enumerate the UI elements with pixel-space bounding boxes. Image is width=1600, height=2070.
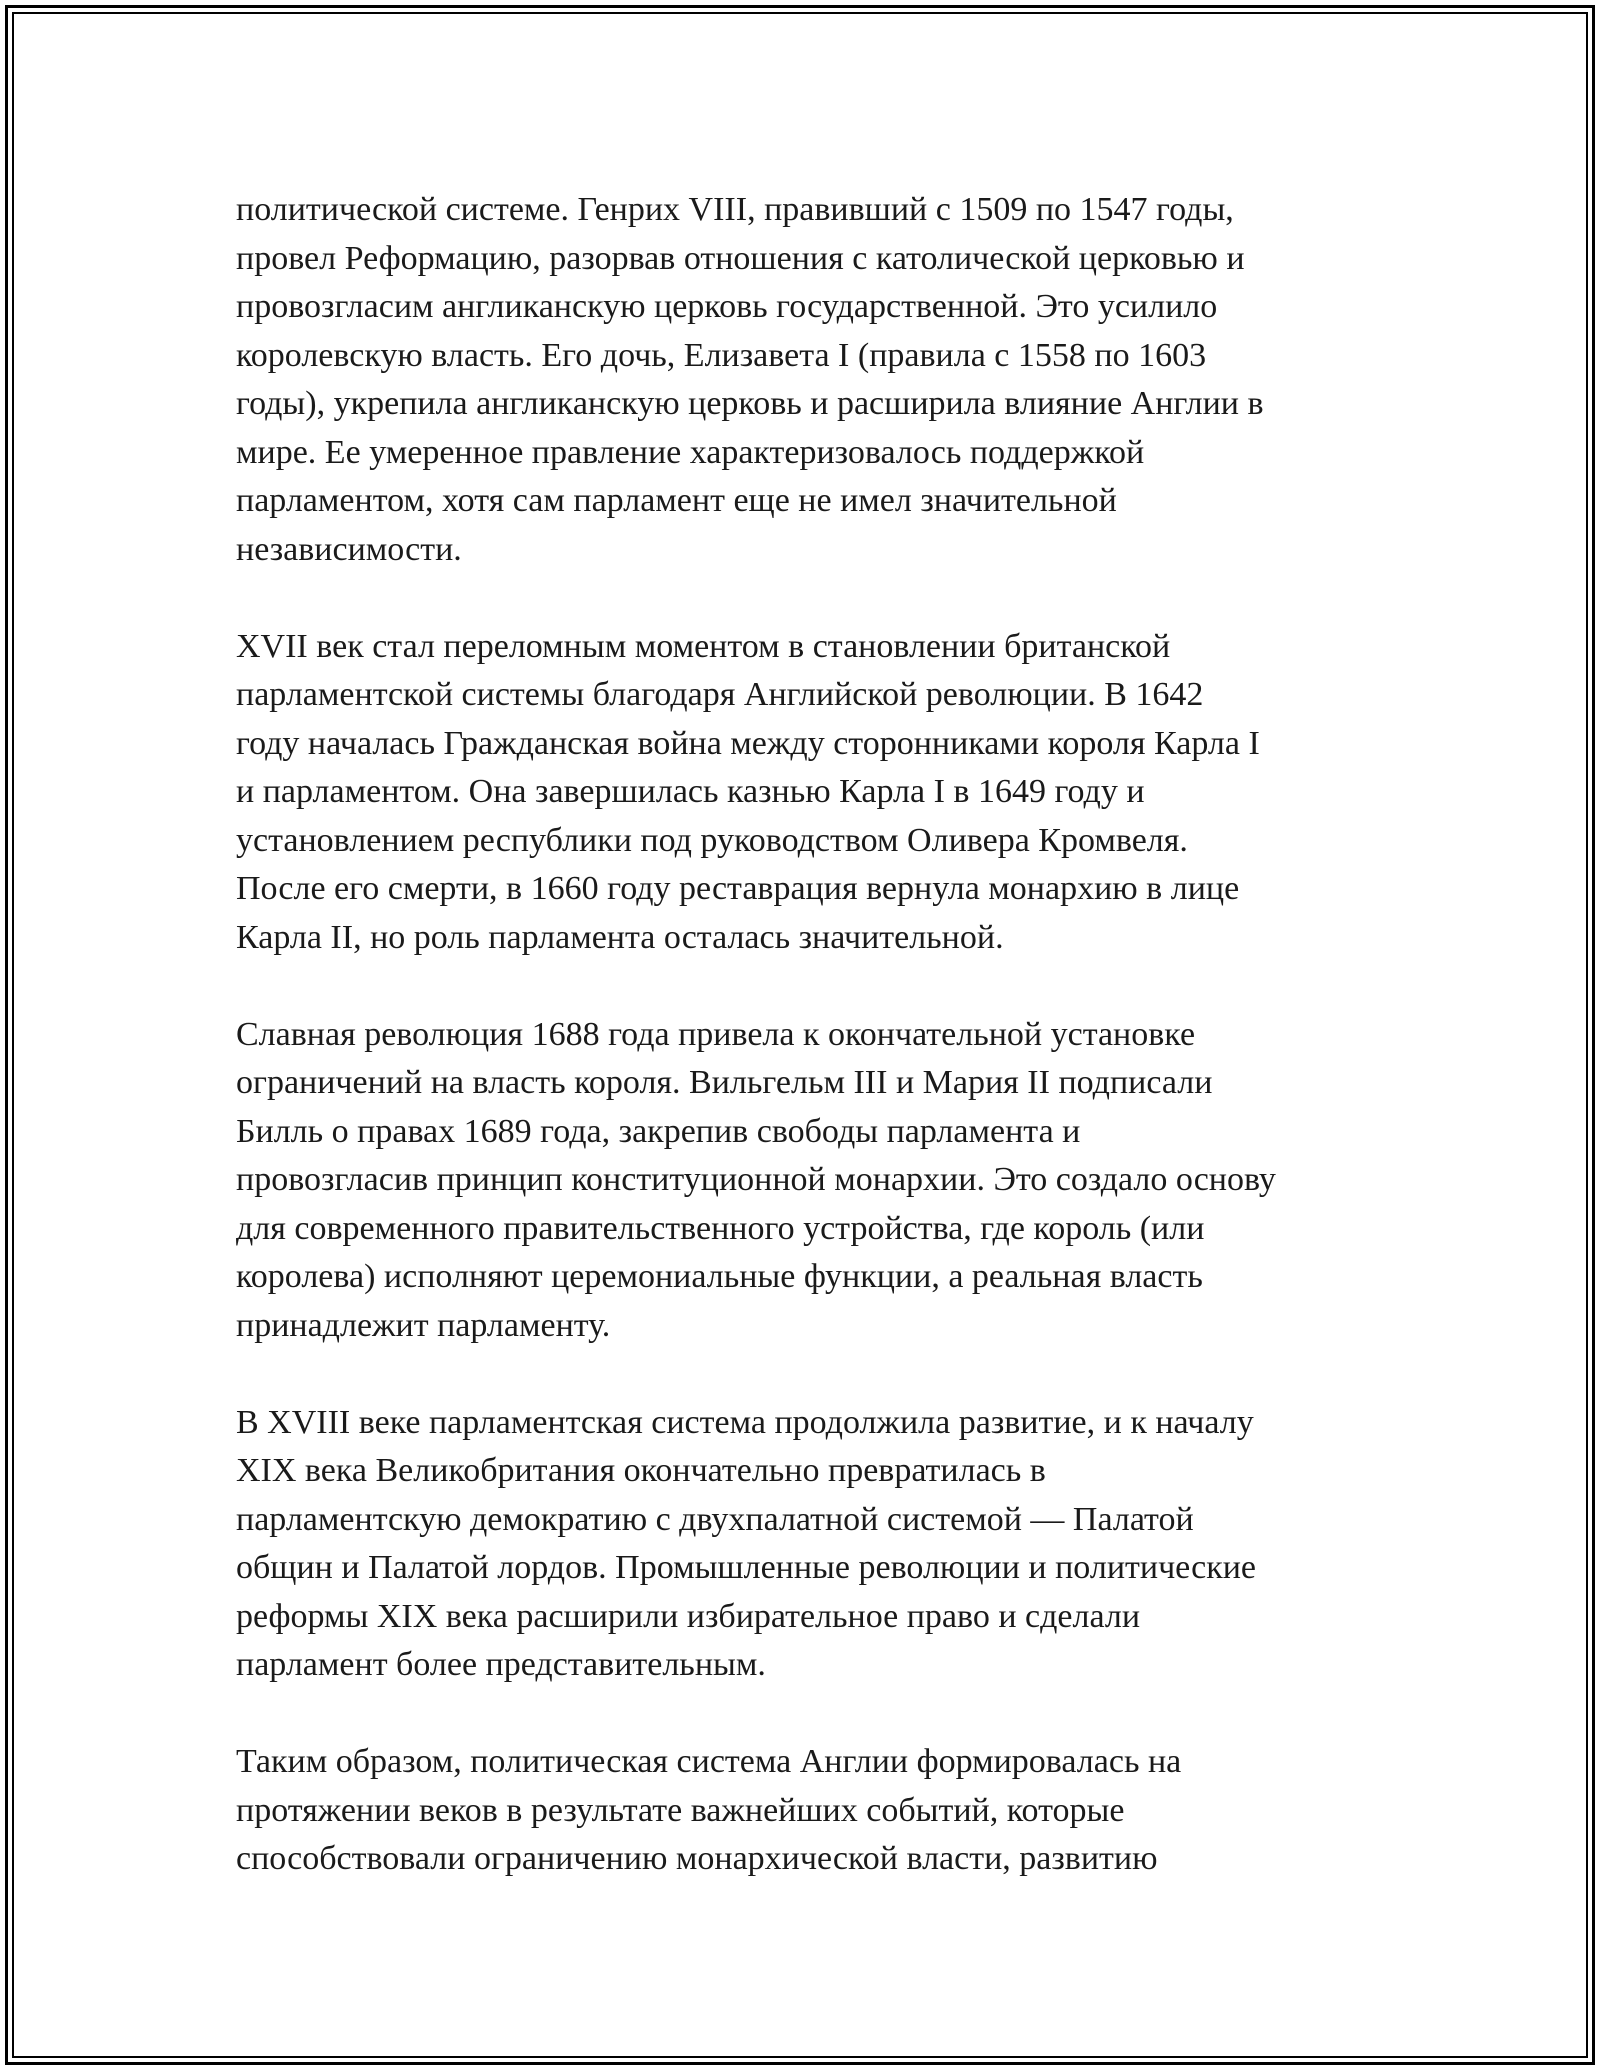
paragraph-conclusion: Таким образом, политическая система Англии формировалась на протяжении веков в результате важнейших событий, которые способствовали ограничению монархической власти, развитию (236, 1743, 1182, 1877)
paragraph-henry-elizabeth: политической системе. Генрих VIII, правивший с 1509 по 1547 годы, провел Реформацию, разорвав отношения с католической церковью и провозгласим англиканскую церковь государственной. Это усилило королевскую власть. Его дочь, Елизавета I (правила с 1558 по 1603 годы), укрепила англиканскую церковь и расширила влияние Англии в мире. Ее умеренное правление характеризовалось поддержкой парламентом, хотя сам парламент еще не имел значительной независимости. (236, 191, 1264, 568)
paragraph-18th-19th-century: В XVIII веке парламентская система продолжила развитие, и к началу XIX века Великобритания окончательно превратилась в парламентскую демократию с двухпалатной системой — Палатой общин и Палатой лордов. Промышленные революции и политические реформы XIX века расширили избирательное право и сделали парламент более представительным. (236, 1403, 1256, 1683)
document-body (236, 186, 1386, 1884)
paragraph-glorious-revolution: Славная революция 1688 года привела к окончательной установке ограничений на власть короля. Вильгельм III и Мария II подписали Билль о правах 1689 года, закрепив свободы парламента и провозгласив принцип конституционной монархии. Это создало основу для современного правительственного устройства, где король (или королева) исполняют церемониальные функции, а реальная власть принадлежит парламенту. (236, 1015, 1276, 1344)
paragraph-english-revolution: XVII век стал переломным моментом в становлении британской парламентской системы благодаря Английской революции. В 1642 году началась Гражданская война между сторонниками короля Карла I и парламентом. Она завершилась казнью Карла I в 1649 году и установлением республики под руководством Оливера Кромвеля. После его смерти, в 1660 году реставрация вернула монархию в лице Карла II, но роль парламента осталась значительной. (236, 627, 1260, 956)
